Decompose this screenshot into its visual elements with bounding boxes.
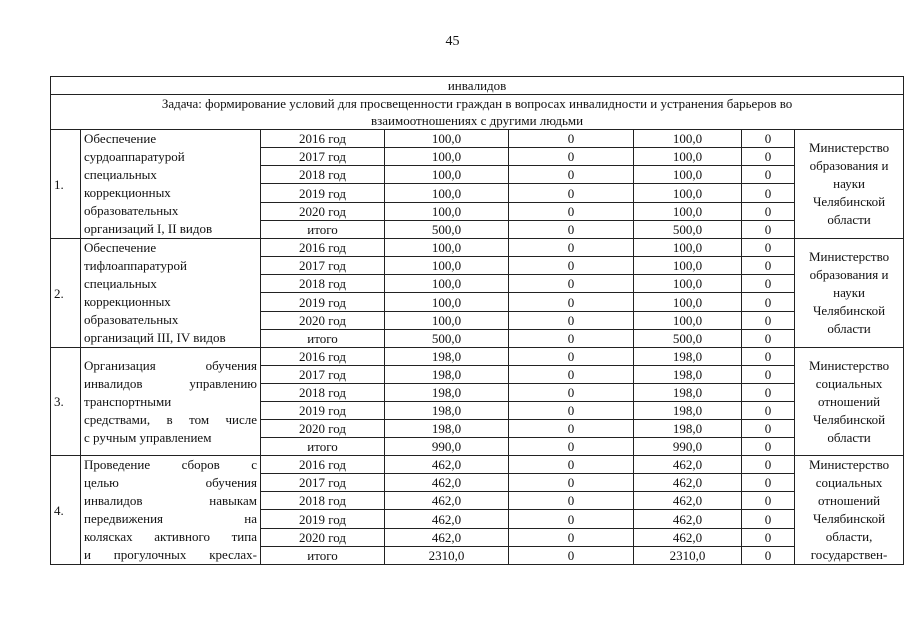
year-cell: 2017 год [261,257,385,275]
year-cell: итого [261,438,385,456]
value-other: 0 [742,166,795,184]
value-federal: 0 [509,546,634,564]
table-row [51,348,904,366]
year-cell: 2018 год [261,166,385,184]
value-regional: 500,0 [634,220,742,238]
year-cell: 2019 год [261,510,385,528]
value-total: 500,0 [385,220,509,238]
value-federal: 0 [509,510,634,528]
value-federal: 0 [509,474,634,492]
year-cell: 2018 год [261,275,385,293]
value-federal: 0 [509,275,634,293]
value-federal: 0 [509,311,634,329]
value-other: 0 [742,220,795,238]
item-name-line: Организация обучения [84,357,257,373]
executor-line: области [827,321,871,336]
value-federal: 0 [509,202,634,220]
item-name [81,348,261,456]
value-total: 198,0 [385,348,509,366]
executor-line: образования и [809,158,889,173]
task-line-1: Задача: формирование условий для просвещенности граждан в вопросах инвалидности и устранения барьеров во [161,96,793,111]
task-line-2: взаимоотношениях с другими людьми [371,113,584,128]
value-regional: 198,0 [634,402,742,420]
value-total: 462,0 [385,474,509,492]
value-regional: 100,0 [634,311,742,329]
year-cell: 2020 год [261,420,385,438]
value-other: 0 [742,366,795,384]
table-row [51,239,904,257]
item-name-line: сурдоаппаратурой [84,149,185,164]
item-name-line: специальных [84,167,157,182]
year-cell: 2017 год [261,366,385,384]
year-cell: 2017 год [261,148,385,166]
item-name-line: целью обучения [84,475,257,490]
value-federal: 0 [509,402,634,420]
value-other: 0 [742,275,795,293]
item-name-line: и прогулочных креслах- [84,547,257,562]
year-cell: 2018 год [261,492,385,510]
value-other: 0 [742,420,795,438]
value-total: 198,0 [385,384,509,402]
value-federal: 0 [509,293,634,311]
executor-line: образования и [809,267,889,282]
item-number: 4. [51,456,81,565]
value-regional: 198,0 [634,366,742,384]
item-name-line: Обеспечение [84,131,157,146]
item-name-line: Обеспечение [84,240,157,255]
value-total: 462,0 [385,492,509,510]
item-name [81,239,261,348]
year-cell: 2016 год [261,348,385,366]
item-name-line: средствами, в том числе [84,411,257,427]
executor-line: государствен- [810,547,888,562]
value-federal: 0 [509,130,634,148]
page-number: 45 [445,34,460,49]
value-total: 100,0 [385,311,509,329]
executor-line: отношений [817,493,881,508]
executor-line: области, [825,529,873,544]
executor [795,239,904,348]
value-federal: 0 [509,166,634,184]
year-cell: итого [261,329,385,347]
item-name-line: колясках активного типа [84,529,257,544]
item-name-line: с ручным управлением [84,429,212,445]
value-federal: 0 [509,384,634,402]
table-row [51,456,904,474]
value-regional: 198,0 [634,348,742,366]
item-name-line: образовательных [84,312,179,327]
year-cell: 2020 год [261,202,385,220]
executor-line: Министерство [808,140,890,155]
value-other: 0 [742,184,795,202]
value-total: 462,0 [385,510,509,528]
value-regional: 462,0 [634,492,742,510]
executor-line: науки [833,176,865,191]
value-total: 462,0 [385,528,509,546]
executor-line: социальных [815,375,883,391]
value-regional: 100,0 [634,275,742,293]
item-name-line: организаций I, II видов [84,221,213,236]
executor-line: Челябинской [812,411,886,427]
value-total: 100,0 [385,148,509,166]
value-total: 100,0 [385,130,509,148]
value-total: 198,0 [385,420,509,438]
value-federal: 0 [509,220,634,238]
year-cell: 2016 год [261,130,385,148]
value-total: 100,0 [385,275,509,293]
value-federal: 0 [509,257,634,275]
value-regional: 198,0 [634,420,742,438]
value-other: 0 [742,546,795,564]
value-federal: 0 [509,329,634,347]
executor-line: области [827,212,871,227]
executor-line: Челябинской [812,303,886,318]
value-regional: 198,0 [634,384,742,402]
year-cell: 2020 год [261,528,385,546]
value-other: 0 [742,438,795,456]
table-row [51,130,904,148]
value-total: 990,0 [385,438,509,456]
executor-line: социальных [815,475,883,490]
item-number: 3. [51,348,81,456]
year-cell: 2019 год [261,184,385,202]
item-name-line: коррекционных [84,185,171,200]
year-cell: итого [261,220,385,238]
executor-line: науки [833,285,865,300]
value-federal: 0 [509,148,634,166]
item-number: 1. [51,130,81,239]
item-number: 2. [51,239,81,348]
value-total: 100,0 [385,293,509,311]
year-cell: 2019 год [261,402,385,420]
value-regional: 100,0 [634,166,742,184]
value-other: 0 [742,311,795,329]
value-other: 0 [742,402,795,420]
value-regional: 100,0 [634,257,742,275]
value-other: 0 [742,257,795,275]
executor-line: Министерство [808,249,890,264]
value-federal: 0 [509,438,634,456]
item-name-line: инвалидов навыкам [84,493,257,508]
item-name-line: организаций III, IV видов [84,330,226,345]
item-name-line: передвижения на [84,511,257,526]
value-regional: 100,0 [634,130,742,148]
value-federal: 0 [509,239,634,257]
value-total: 100,0 [385,239,509,257]
value-total: 462,0 [385,456,509,474]
executor [795,456,904,565]
table-header-continuation: инвалидов [51,77,904,95]
item-name-line: коррекционных [84,294,171,309]
year-cell: 2016 год [261,239,385,257]
value-other: 0 [742,293,795,311]
year-cell: 2020 год [261,311,385,329]
value-regional: 100,0 [634,184,742,202]
year-cell: 2017 год [261,474,385,492]
item-name-line: транспортными [84,393,172,409]
value-other: 0 [742,456,795,474]
value-federal: 0 [509,366,634,384]
value-federal: 0 [509,456,634,474]
value-total: 100,0 [385,184,509,202]
value-federal: 0 [509,528,634,546]
value-regional: 100,0 [634,239,742,257]
value-federal: 0 [509,492,634,510]
value-regional: 500,0 [634,329,742,347]
value-federal: 0 [509,184,634,202]
task-statement [51,95,904,130]
value-total: 100,0 [385,257,509,275]
value-total: 100,0 [385,202,509,220]
value-regional: 990,0 [634,438,742,456]
executor [795,130,904,239]
executor-line: отношений [817,393,881,409]
value-total: 500,0 [385,329,509,347]
value-other: 0 [742,202,795,220]
executor-line: Челябинской [812,511,886,526]
value-regional: 2310,0 [634,546,742,564]
value-other: 0 [742,348,795,366]
value-regional: 462,0 [634,510,742,528]
value-federal: 0 [509,348,634,366]
value-other: 0 [742,148,795,166]
executor [795,348,904,456]
value-total: 198,0 [385,402,509,420]
value-other: 0 [742,130,795,148]
value-other: 0 [742,384,795,402]
value-total: 100,0 [385,166,509,184]
value-federal: 0 [509,420,634,438]
value-other: 0 [742,492,795,510]
item-name-line: тифлоаппаратурой [84,258,187,273]
item-name-line: инвалидов управлению [84,375,257,391]
value-total: 2310,0 [385,546,509,564]
value-other: 0 [742,474,795,492]
executor-line: области [827,429,871,445]
year-cell: 2019 год [261,293,385,311]
item-name-line: специальных [84,276,157,291]
item-name [81,456,261,565]
value-other: 0 [742,329,795,347]
value-regional: 462,0 [634,528,742,546]
value-total: 198,0 [385,366,509,384]
executor-line: Министерство [808,357,890,373]
value-regional: 462,0 [634,456,742,474]
value-other: 0 [742,510,795,528]
value-regional: 100,0 [634,148,742,166]
executor-line: Министерство [808,457,890,472]
item-name [81,130,261,239]
year-cell: 2016 год [261,456,385,474]
value-regional: 100,0 [634,202,742,220]
year-cell: итого [261,546,385,564]
program-table [50,76,904,565]
value-other: 0 [742,528,795,546]
executor-line: Челябинской [812,194,886,209]
year-cell: 2018 год [261,384,385,402]
value-other: 0 [742,239,795,257]
value-regional: 462,0 [634,474,742,492]
value-regional: 100,0 [634,293,742,311]
item-name-line: Проведение сборов с [84,457,257,472]
item-name-line: образовательных [84,203,179,218]
